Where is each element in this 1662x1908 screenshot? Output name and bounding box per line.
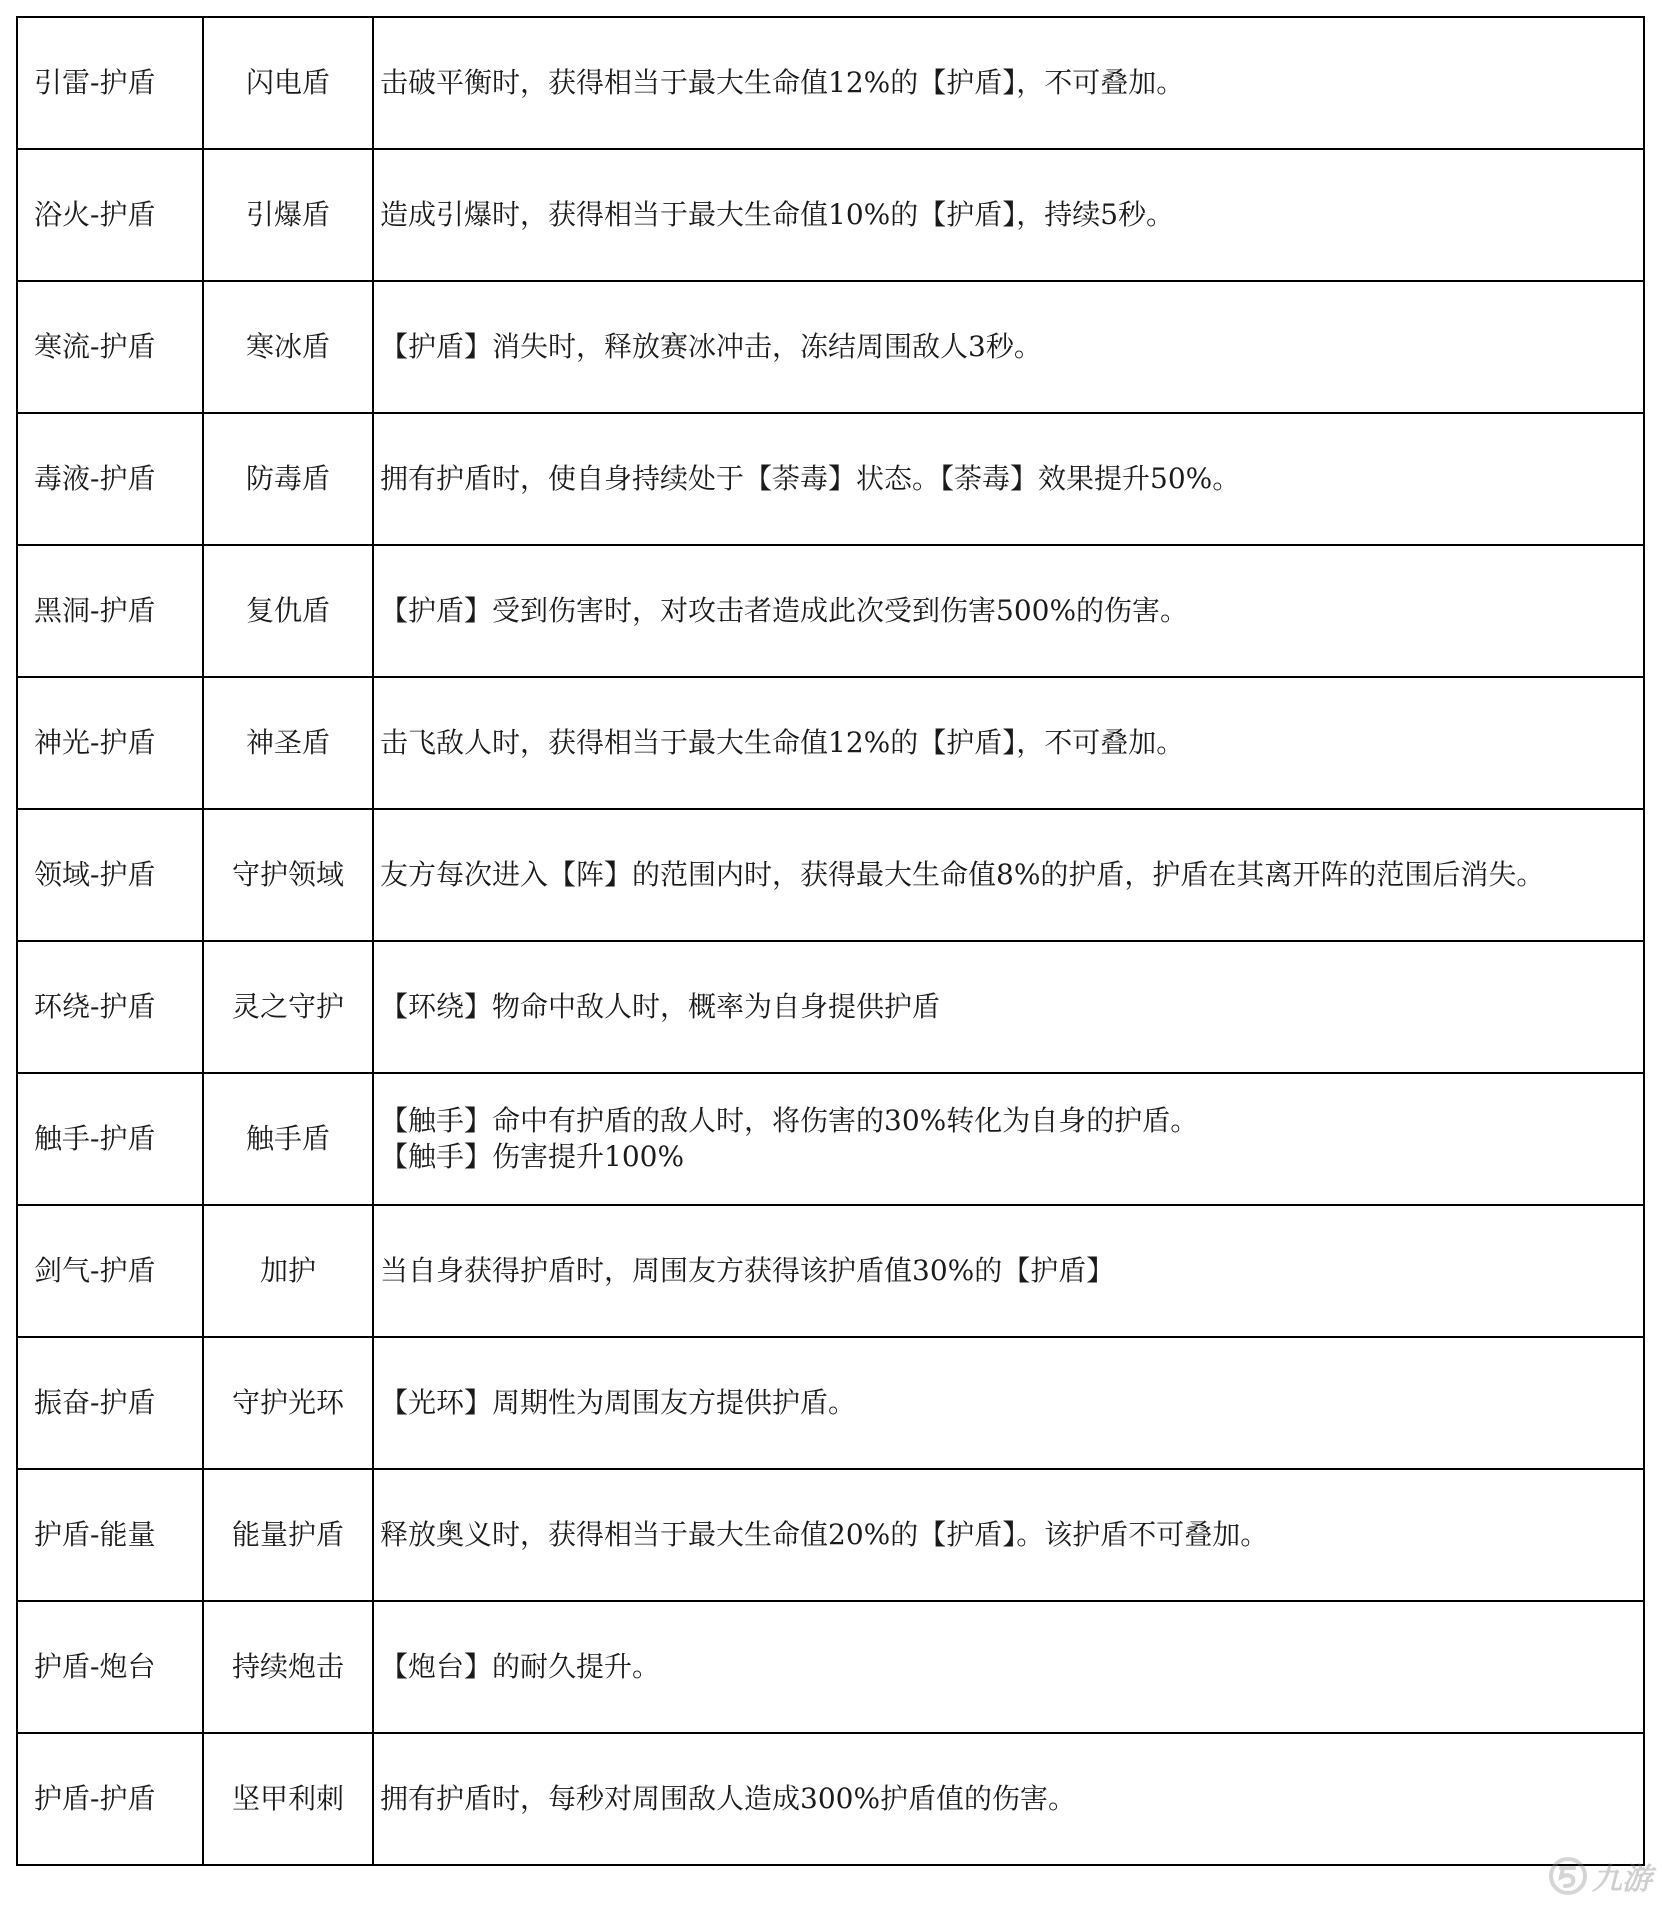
skill-description-cell [373, 17, 1644, 149]
table-row [17, 677, 1644, 809]
skill-description-cell [373, 809, 1644, 941]
table-row [17, 1601, 1644, 1733]
skill-name-cell: 神圣盾 [203, 677, 373, 809]
skill-description-cell [373, 1337, 1644, 1469]
skill-name-cell: 灵之守护 [203, 941, 373, 1073]
skill-name-cell: 引爆盾 [203, 149, 373, 281]
skill-description-cell [373, 1073, 1644, 1205]
table-row [17, 1337, 1644, 1469]
table-row [17, 1205, 1644, 1337]
table-row [17, 809, 1644, 941]
skill-description-cell [373, 545, 1644, 677]
table-row [17, 1073, 1644, 1205]
description-line: 当自身获得护盾时，周围友方获得该护盾值30%的【护盾】 [380, 1254, 1115, 1287]
skill-description-cell [373, 413, 1644, 545]
skill-description-cell [373, 1601, 1644, 1733]
skill-name-cell: 持续炮击 [203, 1601, 373, 1733]
combo-cell: 振奋-护盾 [17, 1337, 203, 1469]
description-line: 【光环】周期性为周围友方提供护盾。 [380, 1386, 857, 1419]
table-row [17, 413, 1644, 545]
description-line: 【护盾】受到伤害时，对攻击者造成此次受到伤害500%的伤害。 [380, 594, 1189, 627]
skill-name-cell: 能量护盾 [203, 1469, 373, 1601]
description-line: 【环绕】物命中敌人时，概率为自身提供护盾 [380, 990, 941, 1023]
skill-name-cell: 加护 [203, 1205, 373, 1337]
skill-name-cell: 坚甲利刺 [203, 1733, 373, 1865]
combo-cell: 护盾-能量 [17, 1469, 203, 1601]
table-row [17, 281, 1644, 413]
skill-combo-table-container [16, 16, 1645, 1866]
skill-name-cell: 守护光环 [203, 1337, 373, 1469]
table-row [17, 1733, 1644, 1865]
skill-description-cell [373, 1469, 1644, 1601]
skill-name-cell: 守护领域 [203, 809, 373, 941]
combo-cell: 剑气-护盾 [17, 1205, 203, 1337]
watermark [1548, 1848, 1652, 1904]
table-row [17, 149, 1644, 281]
skill-description-cell [373, 1205, 1644, 1337]
table-row [17, 1469, 1644, 1601]
table-body [17, 17, 1644, 1865]
skill-name-cell: 闪电盾 [203, 17, 373, 149]
table-row [17, 941, 1644, 1073]
combo-cell: 神光-护盾 [17, 677, 203, 809]
combo-cell: 触手-护盾 [17, 1073, 203, 1205]
combo-cell: 浴火-护盾 [17, 149, 203, 281]
watermark-logo-icon [1548, 1856, 1588, 1896]
combo-cell: 环绕-护盾 [17, 941, 203, 1073]
description-line: 造成引爆时，获得相当于最大生命值10%的【护盾】，持续5秒。 [380, 198, 1175, 231]
description-line: 拥有护盾时，使自身持续处于【荼毒】状态。【荼毒】效果提升50%。 [380, 462, 1241, 495]
description-line: 【触手】命中有护盾的敌人时，将伤害的30%转化为自身的护盾。 [380, 1104, 1199, 1137]
skill-description-cell [373, 149, 1644, 281]
skill-description-cell [373, 281, 1644, 413]
description-line: 拥有护盾时，每秒对周围敌人造成300%护盾值的伤害。 [380, 1782, 1077, 1815]
skill-name-cell: 复仇盾 [203, 545, 373, 677]
combo-cell: 护盾-护盾 [17, 1733, 203, 1865]
combo-cell: 引雷-护盾 [17, 17, 203, 149]
description-line: 击飞敌人时，获得相当于最大生命值12%的【护盾】，不可叠加。 [380, 726, 1185, 759]
table-row [17, 545, 1644, 677]
combo-cell: 领域-护盾 [17, 809, 203, 941]
skill-description-cell [373, 677, 1644, 809]
skill-combo-table [16, 16, 1645, 1866]
skill-name-cell: 防毒盾 [203, 413, 373, 545]
skill-description-cell [373, 1733, 1644, 1865]
combo-cell: 毒液-护盾 [17, 413, 203, 545]
description-line: 【触手】伤害提升100% [380, 1140, 685, 1173]
description-line: 击破平衡时，获得相当于最大生命值12%的【护盾】，不可叠加。 [380, 66, 1185, 99]
combo-cell: 寒流-护盾 [17, 281, 203, 413]
skill-description-cell [373, 941, 1644, 1073]
table-row [17, 17, 1644, 149]
description-line: 友方每次进入【阵】的范围内时，获得最大生命值8%的护盾，护盾在其离开阵的范围后消失。 [380, 858, 1545, 891]
description-line: 【炮台】的耐久提升。 [380, 1650, 661, 1683]
combo-cell: 黑洞-护盾 [17, 545, 203, 677]
combo-cell: 护盾-炮台 [17, 1601, 203, 1733]
skill-name-cell: 触手盾 [203, 1073, 373, 1205]
description-line: 【护盾】消失时，释放赛冰冲击，冻结周围敌人3秒。 [380, 330, 1042, 363]
description-line: 释放奥义时，获得相当于最大生命值20%的【护盾】。该护盾不可叠加。 [380, 1518, 1269, 1551]
watermark-text: 九游 [1592, 1862, 1652, 1897]
skill-name-cell: 寒冰盾 [203, 281, 373, 413]
